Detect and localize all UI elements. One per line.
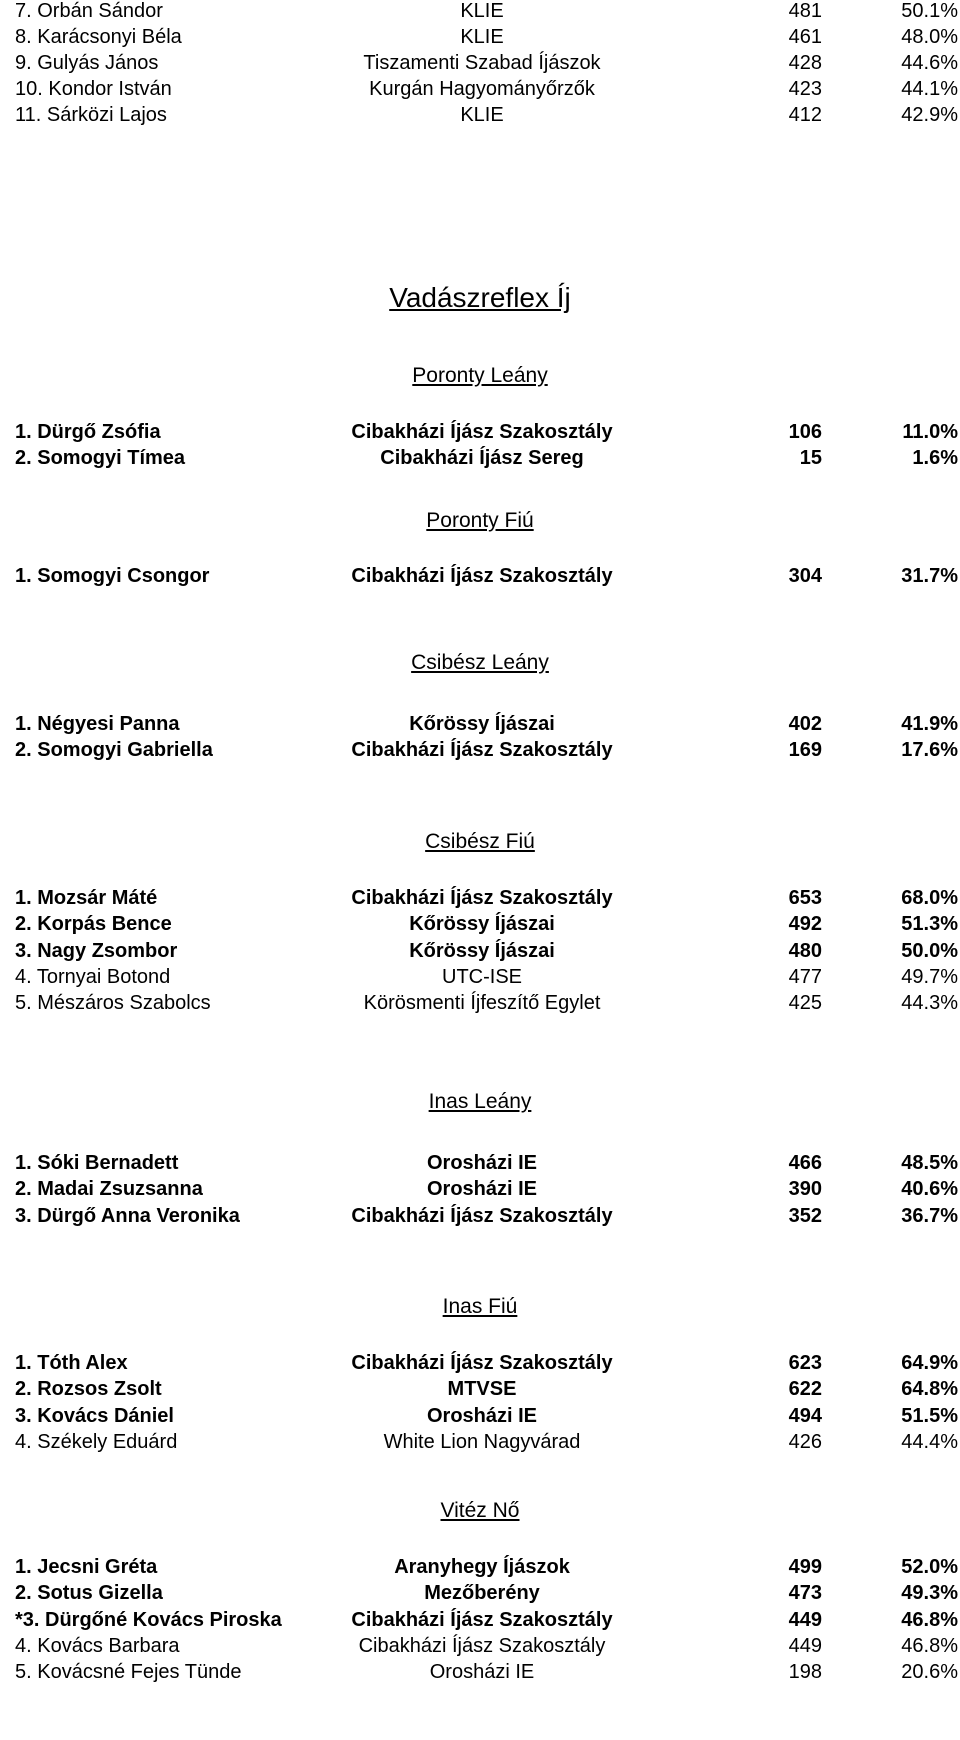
club-name: KLIE (460, 26, 504, 48)
result-row (0, 445, 960, 471)
percent: 44.3% (901, 992, 958, 1014)
score: 390 (788, 1178, 822, 1200)
club-name: Orosházi IE (429, 1661, 535, 1683)
score: 461 (788, 26, 822, 48)
percent: 44.1% (901, 78, 958, 100)
category-title: Poronty Fiú (426, 509, 534, 532)
category-title: Csibész Fiú (425, 830, 535, 853)
percent: 36.7% (901, 1205, 958, 1227)
club-name: Kurgán Hagyományőrzők (369, 78, 595, 100)
club-name: Mezőberény (424, 1582, 540, 1604)
percent: 52.0% (901, 1556, 958, 1578)
result-row (0, 737, 960, 763)
result-row (0, 1554, 960, 1580)
result-row (0, 1580, 960, 1606)
score: 15 (799, 447, 822, 469)
club-name: Kőrössy Íjászai (409, 940, 555, 962)
percent: 44.6% (901, 52, 958, 74)
result-row (0, 964, 960, 990)
competitor-name: 2. Sotus Gizella (15, 1582, 163, 1604)
percent: 31.7% (901, 565, 958, 587)
percent: 49.7% (901, 966, 958, 988)
percent: 17.6% (901, 739, 958, 761)
competitor-name: 2. Madai Zsuzsanna (15, 1178, 203, 1200)
section-title: Vadászreflex Íj (389, 282, 571, 313)
score: 425 (788, 992, 822, 1014)
category-title: Inas Fiú (442, 1295, 518, 1318)
competitor-name: 9. Gulyás János (15, 52, 159, 74)
competitor-name: 2. Rozsos Zsolt (15, 1378, 162, 1400)
percent: 20.6% (901, 1661, 958, 1683)
score: 412 (788, 104, 822, 126)
category-title: Inas Leány (428, 1090, 532, 1113)
result-row (0, 1429, 960, 1455)
club-name: Cibakházi Íjász Szakosztály (351, 1352, 613, 1374)
score: 477 (788, 966, 822, 988)
result-row (0, 1176, 960, 1202)
result-row (0, 1633, 960, 1659)
competitor-name: 11. Sárközi Lajos (15, 104, 167, 126)
competitor-name: *3. Dürgőné Kovács Piroska (15, 1609, 282, 1631)
score: 423 (788, 78, 822, 100)
category-title: Poronty Leány (412, 364, 548, 387)
club-name: Orosházi IE (426, 1152, 538, 1174)
competitor-name: 1. Somogyi Csongor (15, 565, 210, 587)
competitor-name: 3. Nagy Zsombor (15, 940, 178, 962)
result-row (0, 0, 960, 24)
percent: 44.4% (901, 1431, 958, 1453)
club-name: Kőrössy Íjászai (409, 913, 555, 935)
result-row (0, 563, 960, 589)
result-row (0, 1376, 960, 1402)
club-name: Cibakházi Íjász Szakosztály (351, 739, 613, 761)
competitor-name: 2. Korpás Bence (15, 913, 172, 935)
score: 473 (788, 1582, 822, 1604)
club-name: Cibakházi Íjász Szakosztály (351, 1609, 613, 1631)
score: 402 (788, 713, 822, 735)
competitor-name: 3. Kovács Dániel (15, 1405, 174, 1427)
club-name: UTC-ISE (442, 966, 522, 988)
percent: 49.3% (901, 1582, 958, 1604)
score: 481 (788, 0, 822, 22)
competitor-name: 1. Tóth Alex (15, 1352, 128, 1374)
club-name: Körösmenti Íjfeszítő Egylet (363, 992, 601, 1014)
competitor-name: 1. Dürgő Zsófia (15, 421, 161, 443)
score: 499 (788, 1556, 822, 1578)
score: 428 (788, 52, 822, 74)
score: 352 (788, 1205, 822, 1227)
result-row (0, 76, 960, 102)
score: 449 (788, 1635, 822, 1657)
result-row (0, 911, 960, 937)
score: 492 (788, 913, 822, 935)
category-title: Vitéz Nő (440, 1499, 520, 1522)
competitor-name: 5. Mészáros Szabolcs (15, 992, 211, 1014)
result-row (0, 1659, 960, 1685)
result-row (0, 419, 960, 445)
result-row (0, 1350, 960, 1376)
percent: 50.1% (901, 0, 958, 22)
score: 198 (788, 1661, 822, 1683)
club-name: Kőrössy Íjászai (409, 713, 555, 735)
score: 449 (788, 1609, 822, 1631)
result-row (0, 102, 960, 128)
percent: 40.6% (901, 1178, 958, 1200)
result-row (0, 24, 960, 50)
score: 623 (788, 1352, 822, 1374)
club-name: Cibakházi Íjász Szakosztály (351, 1205, 613, 1227)
competitor-name: 4. Kovács Barbara (15, 1635, 180, 1657)
result-row (0, 1403, 960, 1429)
result-row (0, 711, 960, 737)
competitor-name: 1. Mozsár Máté (15, 887, 158, 909)
club-name: Cibakházi Íjász Szakosztály (351, 887, 613, 909)
percent: 50.0% (901, 940, 958, 962)
result-row (0, 990, 960, 1016)
club-name: KLIE (460, 104, 504, 126)
competitor-name: 3. Dürgő Anna Veronika (15, 1205, 240, 1227)
score: 426 (788, 1431, 822, 1453)
percent: 64.8% (901, 1378, 958, 1400)
competitor-name: 8. Karácsonyi Béla (15, 26, 182, 48)
competitor-name: 2. Somogyi Gabriella (15, 739, 213, 761)
club-name: Cibakházi Íjász Szakosztály (358, 1635, 606, 1657)
score: 466 (788, 1152, 822, 1174)
competitor-name: 7. Orbán Sándor (15, 0, 163, 22)
score: 494 (788, 1405, 822, 1427)
competitor-name: 5. Kovácsné Fejes Tünde (15, 1661, 242, 1683)
result-row (0, 885, 960, 911)
competitor-name: 1. Jecsni Gréta (15, 1556, 158, 1578)
category-title: Csibész Leány (411, 651, 549, 674)
club-name: KLIE (460, 0, 504, 22)
percent: 51.3% (901, 913, 958, 935)
club-name: White Lion Nagyvárad (383, 1431, 581, 1453)
competitor-name: 10. Kondor István (15, 78, 172, 100)
score: 169 (788, 739, 822, 761)
score: 304 (788, 565, 822, 587)
percent: 11.0% (902, 421, 958, 443)
club-name: Cibakházi Íjász Sereg (380, 447, 584, 469)
percent: 46.8% (901, 1635, 958, 1657)
score: 480 (788, 940, 822, 962)
percent: 48.0% (901, 26, 958, 48)
club-name: Aranyhegy Íjászok (394, 1556, 570, 1578)
club-name: Cibakházi Íjász Szakosztály (351, 565, 613, 587)
club-name: MTVSE (447, 1378, 517, 1400)
percent: 1.6% (912, 447, 958, 469)
result-row (0, 1150, 960, 1176)
result-row (0, 1607, 960, 1633)
club-name: Orosházi IE (426, 1178, 538, 1200)
competitor-name: 4. Tornyai Botond (15, 966, 171, 988)
score: 106 (788, 421, 822, 443)
percent: 48.5% (901, 1152, 958, 1174)
club-name: Orosházi IE (426, 1405, 538, 1427)
percent: 41.9% (901, 713, 958, 735)
result-row (0, 938, 960, 964)
score: 622 (788, 1378, 822, 1400)
club-name: Tiszamenti Szabad Íjászok (363, 52, 601, 74)
score: 653 (788, 887, 822, 909)
competitor-name: 1. Sóki Bernadett (15, 1152, 179, 1174)
percent: 68.0% (901, 887, 958, 909)
competitor-name: 1. Négyesi Panna (15, 713, 180, 735)
competitor-name: 2. Somogyi Tímea (15, 447, 186, 469)
percent: 51.5% (901, 1405, 958, 1427)
club-name: Cibakházi Íjász Szakosztály (351, 421, 613, 443)
percent: 46.8% (901, 1609, 958, 1631)
percent: 64.9% (901, 1352, 958, 1374)
result-row (0, 50, 960, 76)
percent: 42.9% (901, 104, 958, 126)
competitor-name: 4. Székely Eduárd (15, 1431, 178, 1453)
result-row (0, 1203, 960, 1229)
